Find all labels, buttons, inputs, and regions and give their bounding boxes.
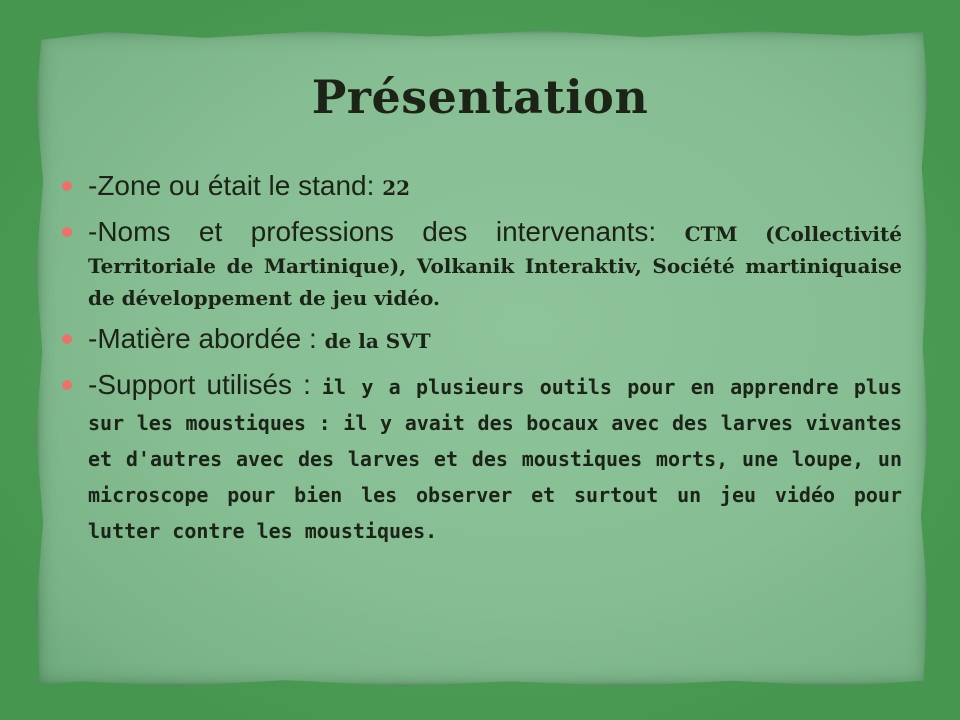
list-item-text — [88, 321, 902, 357]
bullet-dot-icon — [62, 227, 72, 237]
bullet-list — [60, 168, 902, 550]
list-item-text — [88, 214, 902, 315]
list-item-label: -Noms et professions des intervenants: — [88, 216, 685, 247]
list-item-text — [88, 367, 902, 550]
list-item-intervenants — [60, 214, 902, 315]
bullet-dot-icon — [62, 334, 72, 344]
list-item-zone — [60, 168, 902, 204]
bullet-dot-icon — [62, 181, 72, 191]
list-item-label: -Support utilisés : — [88, 369, 322, 400]
list-item-label: -Matière abordée : — [88, 323, 325, 354]
list-item-support — [60, 367, 902, 550]
list-item-matiere — [60, 321, 902, 357]
bullet-dot-icon — [62, 380, 72, 390]
list-item-value: il y a plusieurs outils pour en apprendre plus sur les moustiques : il y avait des bocaux avec des larves vivantes et d'autres avec des larves et des moustiques morts, une loupe, un microscope pour bien les observer et surtout un jeu vidéo pour lutter contre les moustiques. — [88, 375, 902, 543]
list-item-label: -Zone ou était le stand: — [88, 170, 383, 201]
list-item-text — [88, 168, 902, 204]
list-item-value: 22 — [382, 176, 411, 200]
slide-title: Présentation — [311, 70, 649, 124]
list-item-value: de la SVT — [324, 329, 431, 353]
list-item-value: CTM (Collectivité Territoriale de Martinique), Volkanik Interaktiv, Société martiniquaise de développement de jeu vidéo. — [88, 222, 902, 310]
